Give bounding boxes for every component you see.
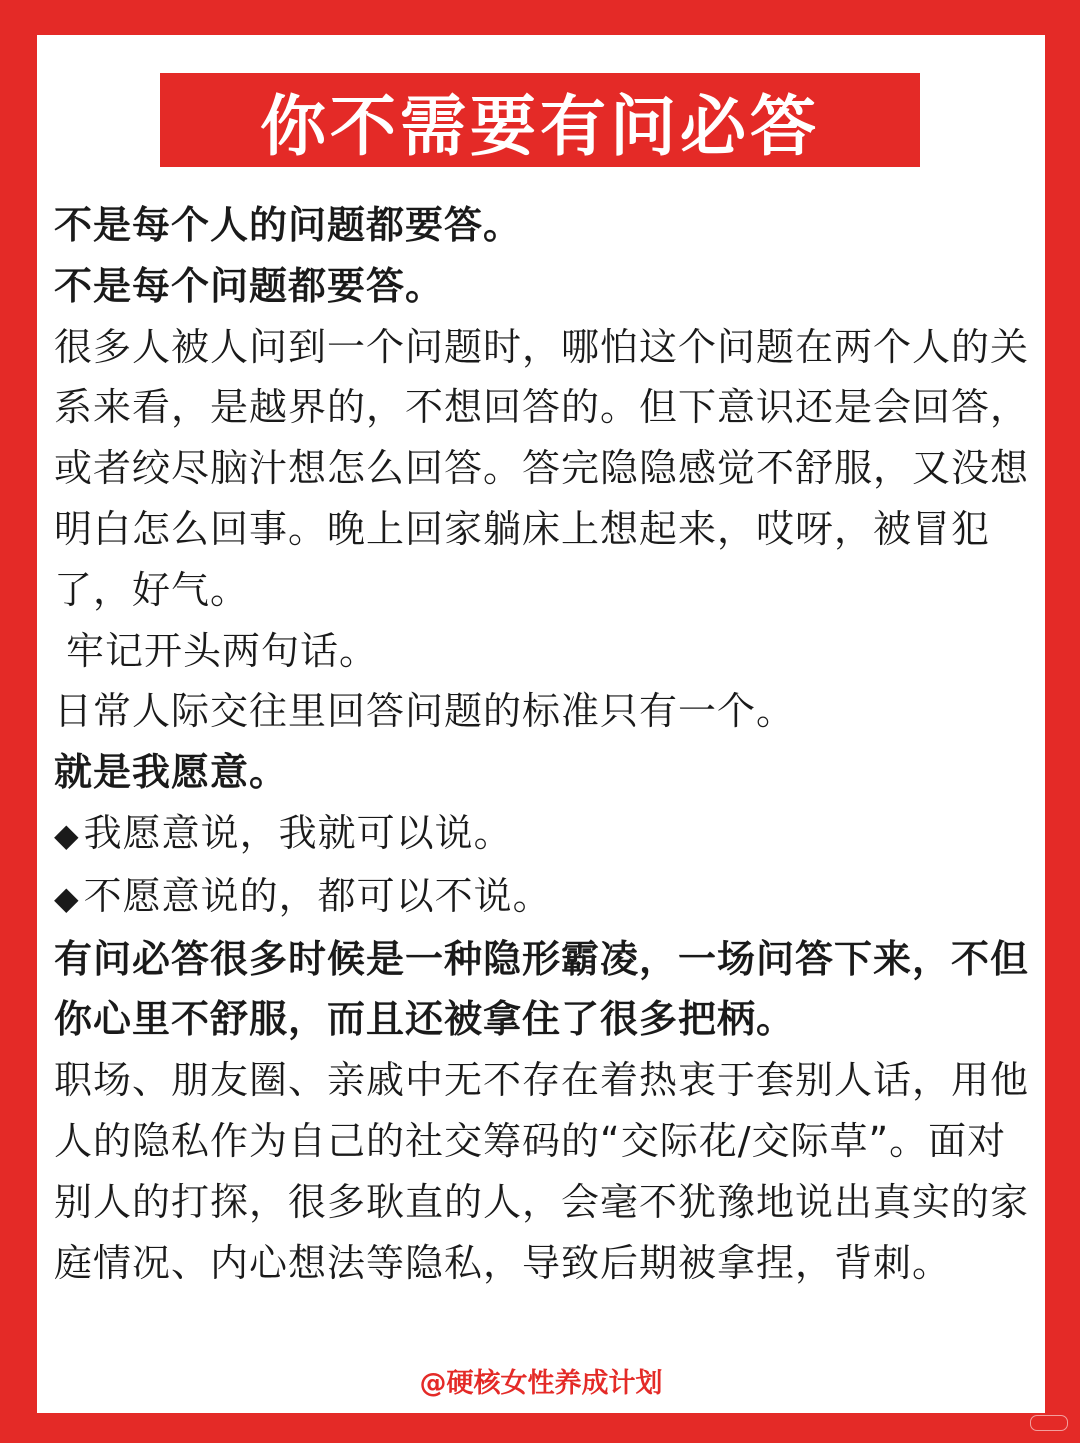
watermark bbox=[1030, 1415, 1068, 1431]
paragraph-3: 很多人被人问到一个问题时，哪怕这个问题在两个人的关系来看，是越界的，不想回答的。但下意识还是会回答，或者绞尽脑汁想怎么回答。答完隐隐感觉不舒服，又没想明白怎么回事。晚上回家躺床上想起来，哎呀，被冒犯了，好气。 bbox=[54, 324, 1030, 612]
diamond-icon: ◆ bbox=[54, 815, 80, 854]
bullet-item-1 bbox=[54, 803, 1034, 866]
article-body bbox=[54, 195, 1034, 1293]
page-title: 你不需要有问必答 bbox=[160, 73, 920, 167]
bullet-text-1: 我愿意说，我就可以说。 bbox=[83, 810, 513, 855]
paragraph-8: 职场、朋友圈、亲戚中无不存在着热衷于套别人话，用他人的隐私作为自己的社交筹码的“交际花/交际草”。面对别人的打探，很多耿直的人，会毫不犹豫地说出真实的家庭情况、内心想法等隐私，导致后期被拿捏，背刺。 bbox=[54, 1058, 1030, 1285]
paragraph-4: 牢记开头两句话。 bbox=[66, 628, 379, 673]
paragraph-5: 日常人际交往里回答问题的标准只有一个。 bbox=[54, 689, 796, 734]
paragraph-1: 不是每个人的问题都要答。 bbox=[54, 203, 523, 247]
bullet-text-2: 不愿意说的，都可以不说。 bbox=[83, 873, 552, 918]
content-card bbox=[37, 35, 1045, 1413]
paragraph-6: 就是我愿意。 bbox=[54, 750, 289, 795]
paragraph-7: 有问必答很多时候是一种隐形霸凌，一场问答下来，不但你心里不舒服，而且还被拿住了很多把柄。 bbox=[54, 936, 1030, 1042]
paragraph-2: 不是每个问题都要答。 bbox=[54, 263, 445, 308]
bullet-item-2 bbox=[54, 866, 1034, 929]
diamond-icon: ◆ bbox=[54, 878, 80, 917]
author-handle: @硬核女性养成计划 bbox=[419, 1368, 663, 1399]
